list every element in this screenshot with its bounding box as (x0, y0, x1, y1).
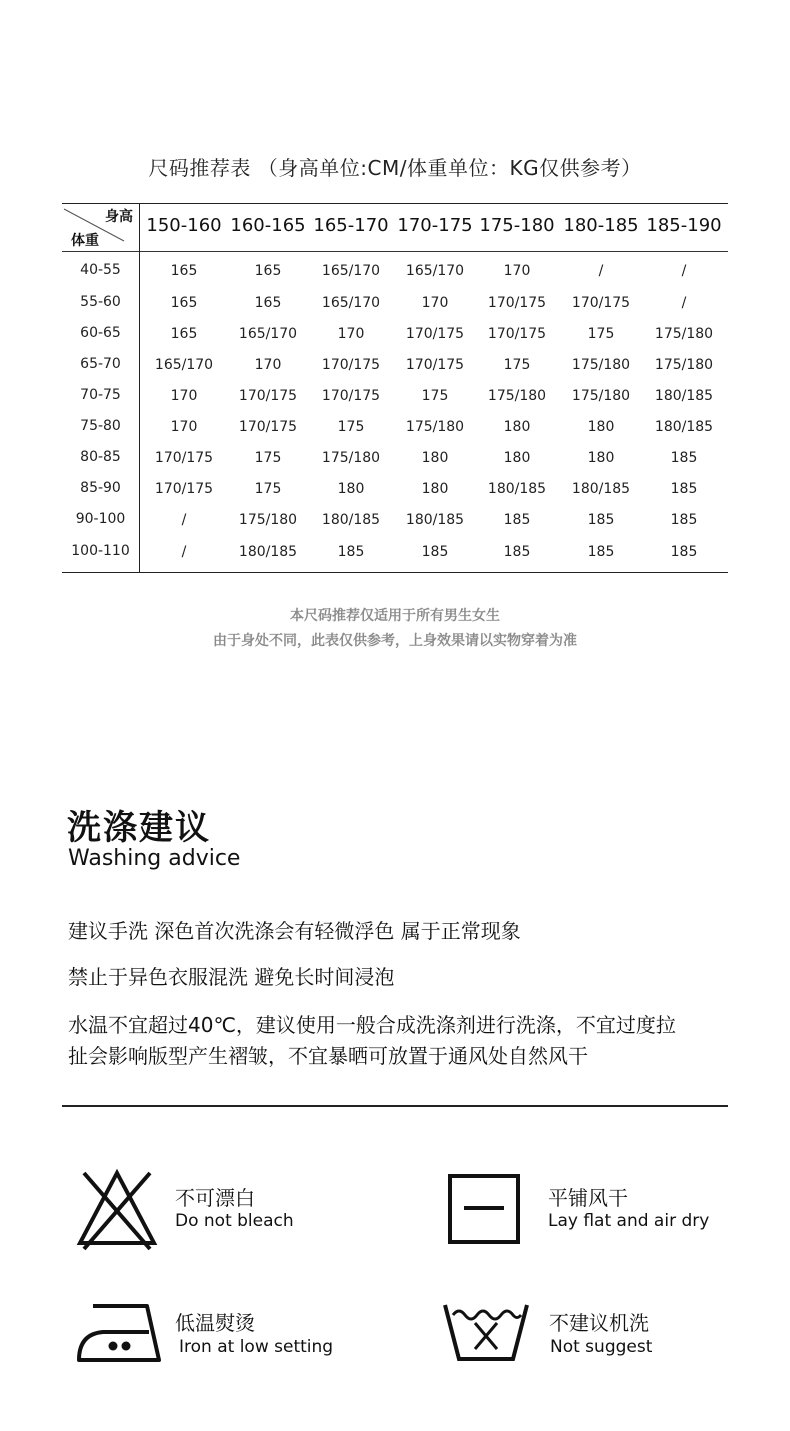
table-cell: 170/175 (405, 326, 465, 342)
row-weight-label: 75-80 (80, 418, 121, 434)
care-label-cn: 不可漂白 (175, 1186, 255, 1210)
corner-weight-label: 体重 (71, 233, 99, 249)
table-cell: 170/175 (571, 295, 631, 311)
table-cell: 170/175 (154, 481, 214, 497)
column-header: 165-170 (313, 215, 389, 236)
table-cell: 175 (254, 450, 282, 466)
table-cell: 175/180 (321, 450, 381, 466)
table-cell: 170 (254, 357, 282, 373)
table-top-rule (62, 203, 728, 204)
table-cell: 180/185 (571, 481, 631, 497)
table-cell: 165 (170, 326, 198, 342)
advice-line: 建议手洗 深色首次洗涤会有轻微浮色 属于正常现象 (68, 919, 521, 943)
care-label-cn: 不建议机洗 (549, 1311, 649, 1335)
table-cell: / (681, 263, 687, 279)
table-cell: 185 (421, 544, 449, 560)
table-cell: 180/185 (405, 512, 465, 528)
care-label-en: Do not bleach (175, 1211, 294, 1231)
table-cell: / (681, 295, 687, 311)
care-label-en: Not suggest (550, 1337, 653, 1357)
table-cell: 175 (587, 326, 615, 342)
table-cell: 180/185 (487, 481, 547, 497)
table-cell: 175 (254, 481, 282, 497)
table-cell: 180/185 (654, 419, 714, 435)
table-cell: / (598, 263, 604, 279)
row-weight-label: 70-75 (80, 387, 121, 403)
row-weight-label: 55-60 (80, 294, 121, 310)
table-cell: 170/175 (321, 388, 381, 404)
table-cell: 185 (587, 512, 615, 528)
washing-title: 洗涤建议 (67, 808, 211, 848)
table-cell: 175/180 (654, 357, 714, 373)
table-cell: 170 (170, 388, 198, 404)
section-divider (62, 1105, 728, 1107)
table-cell: 170/175 (238, 419, 298, 435)
table-cell: 180 (587, 450, 615, 466)
table-cell: 185 (670, 481, 698, 497)
table-cell: 185 (670, 450, 698, 466)
advice-line: 扯会影响版型产生褶皱，不宜暴晒可放置于通风处自然风干 (68, 1044, 588, 1068)
table-cell: 165/170 (321, 295, 381, 311)
table-cell: 165 (170, 263, 198, 279)
care-label-en: Lay flat and air dry (548, 1211, 710, 1231)
row-weight-label: 65-70 (80, 356, 121, 372)
table-cell: 175 (503, 357, 531, 373)
table-cell: 180/185 (238, 544, 298, 560)
chart-note-line-1: 本尺码推荐仅适用于所有男生女生 (290, 608, 500, 624)
table-cell: 175/180 (405, 419, 465, 435)
size-chart-title: 尺码推荐表 （身高单位:CM/体重单位：KG仅供参考） (148, 156, 642, 180)
table-bottom-rule (62, 572, 728, 573)
table-cell: 165 (254, 295, 282, 311)
no-bleach-icon (72, 1165, 162, 1255)
table-cell: 170 (503, 263, 531, 279)
table-cell: 175/180 (238, 512, 298, 528)
column-header: 160-165 (230, 215, 306, 236)
table-cell: 175/180 (487, 388, 547, 404)
table-cell: 185 (587, 544, 615, 560)
table-cell: / (181, 512, 187, 528)
table-cell: 170/175 (487, 295, 547, 311)
row-weight-label: 90-100 (75, 511, 126, 527)
table-cell: 165/170 (154, 357, 214, 373)
care-label-cn: 平铺风干 (548, 1186, 628, 1210)
table-cell: 175/180 (571, 357, 631, 373)
table-cell: 165 (170, 295, 198, 311)
table-cell: 180 (421, 481, 449, 497)
column-header: 175-180 (479, 215, 555, 236)
table-cell: 165/170 (238, 326, 298, 342)
table-cell: 180 (503, 419, 531, 435)
advice-line: 水温不宜超过40℃，建议使用一般合成洗涤剂进行洗涤，不宜过度拉 (68, 1013, 676, 1037)
table-cell: 185 (503, 544, 531, 560)
column-header: 150-160 (146, 215, 222, 236)
table-cell: 165 (254, 263, 282, 279)
lay-flat-dry-icon (443, 1167, 533, 1257)
table-cell: 170/175 (487, 326, 547, 342)
table-cell: 185 (503, 512, 531, 528)
table-cell: 185 (337, 544, 365, 560)
table-cell: 185 (670, 544, 698, 560)
table-cell: 165/170 (321, 263, 381, 279)
corner-height-label: 身高 (105, 209, 133, 225)
no-machine-wash-icon (441, 1295, 531, 1385)
table-cell: 170 (170, 419, 198, 435)
table-cell: 170/175 (405, 357, 465, 373)
table-cell: 175 (421, 388, 449, 404)
row-weight-label: 40-55 (80, 262, 121, 278)
table-cell: 185 (670, 512, 698, 528)
row-weight-label: 80-85 (80, 449, 121, 465)
table-cell: 180/185 (654, 388, 714, 404)
column-header: 170-175 (397, 215, 473, 236)
care-label-cn: 低温熨烫 (175, 1311, 255, 1335)
table-header-rule (62, 251, 728, 252)
table-cell: 175/180 (654, 326, 714, 342)
table-cell: 180 (587, 419, 615, 435)
table-cell: 180 (337, 481, 365, 497)
table-vertical-rule (139, 203, 140, 572)
table-cell: 170/175 (321, 357, 381, 373)
row-weight-label: 100-110 (71, 543, 130, 559)
table-cell: 170/175 (238, 388, 298, 404)
row-weight-label: 60-65 (80, 325, 121, 341)
table-cell: 175/180 (571, 388, 631, 404)
washing-subtitle: Washing advice (68, 846, 241, 871)
column-header: 180-185 (563, 215, 639, 236)
table-cell: 175 (337, 419, 365, 435)
table-cell: 170 (421, 295, 449, 311)
row-weight-label: 85-90 (80, 480, 121, 496)
chart-note-line-2: 由于身处不同，此表仅供参考，上身效果请以实物穿着为准 (213, 633, 577, 649)
table-cell: 170 (337, 326, 365, 342)
column-header: 185-190 (646, 215, 722, 236)
care-label-en: Iron at low setting (179, 1337, 334, 1357)
table-cell: 180 (503, 450, 531, 466)
table-cell: 180/185 (321, 512, 381, 528)
table-cell: 180 (421, 450, 449, 466)
low-iron-icon (73, 1296, 163, 1386)
table-cell: 165/170 (405, 263, 465, 279)
advice-line: 禁止于异色衣服混洗 避免长时间浸泡 (68, 965, 395, 989)
table-cell: 170/175 (154, 450, 214, 466)
table-cell: / (181, 544, 187, 560)
